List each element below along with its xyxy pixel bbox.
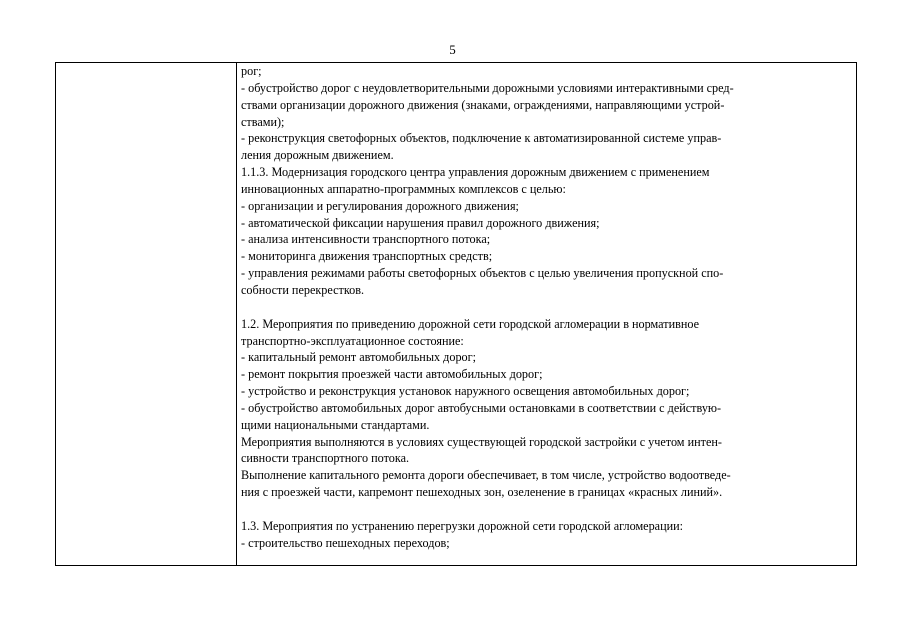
text-line: - ремонт покрытия проезжей части автомобильных дорог; — [241, 367, 543, 382]
document-table — [55, 62, 857, 566]
text-line: щими национальными стандартами. — [241, 417, 430, 432]
text-line: Мероприятия выполняются в условиях существующей городской застройки с учетом интен- — [241, 434, 722, 449]
text-line: ствами); — [241, 114, 285, 129]
text-line: ствами организации дорожного движения (знаками, ограждениями, направляющими устрой- — [241, 97, 725, 112]
text-line: собности перекрестков. — [241, 282, 365, 297]
text-line: - строительство пешеходных переходов; — [241, 535, 450, 550]
text-line: - анализа интенсивности транспортного потока; — [241, 232, 491, 247]
text-line: ления дорожным движением. — [241, 148, 394, 163]
text-line: Выполнение капитального ремонта дороги обеспечивает, в том числе, устройство водоотведе- — [241, 468, 731, 483]
text-line: - мониторинга движения транспортных средств; — [241, 249, 493, 264]
text-line: инновационных аппаратно-программных комплексов с целью: — [241, 181, 566, 196]
text-line: 1.3. Мероприятия по устранению перегрузки дорожной сети городской агломерации: — [241, 518, 684, 533]
text-line: рог; — [241, 64, 262, 78]
text-line: 1.2. Мероприятия по приведению дорожной сети городской агломерации в нормативное — [241, 316, 700, 331]
text-line: - устройство и реконструкция установок наружного освещения автомобильных дорог; — [241, 384, 690, 399]
text-line: - реконструкция светофорных объектов, подключение к автоматизированной системе управ- — [241, 131, 722, 146]
text-line: 1.1.3. Модернизация городского центра управления дорожным движением с применением — [241, 165, 710, 180]
text-line: сивности транспортного потока. — [241, 451, 410, 466]
blank-line — [241, 501, 856, 518]
table-right-cell — [237, 63, 856, 565]
text-line: - автоматической фиксации нарушения правил дорожного движения; — [241, 215, 600, 230]
page-number: 5 — [449, 42, 456, 57]
text-line: - управления режимами работы светофорных объектов с целью увеличения пропускной спо- — [241, 266, 724, 281]
text-line: - капитальный ремонт автомобильных дорог; — [241, 350, 477, 365]
text-line: ния с проезжей части, капремонт пешеходных зон, озеленение в границах «красных линий». — [241, 485, 723, 500]
text-line: - организации и регулирования дорожного движения; — [241, 198, 519, 213]
text-line: транспортно-эксплуатационное состояние: — [241, 333, 464, 348]
table-left-cell — [56, 63, 237, 565]
text-line: - обустройство дорог с неудовлетворительными дорожными условиями интерактивными сред- — [241, 80, 734, 95]
text-line: - обустройство автомобильных дорог автобусными остановками в соответствии с действую- — [241, 400, 722, 415]
blank-line — [241, 299, 856, 316]
